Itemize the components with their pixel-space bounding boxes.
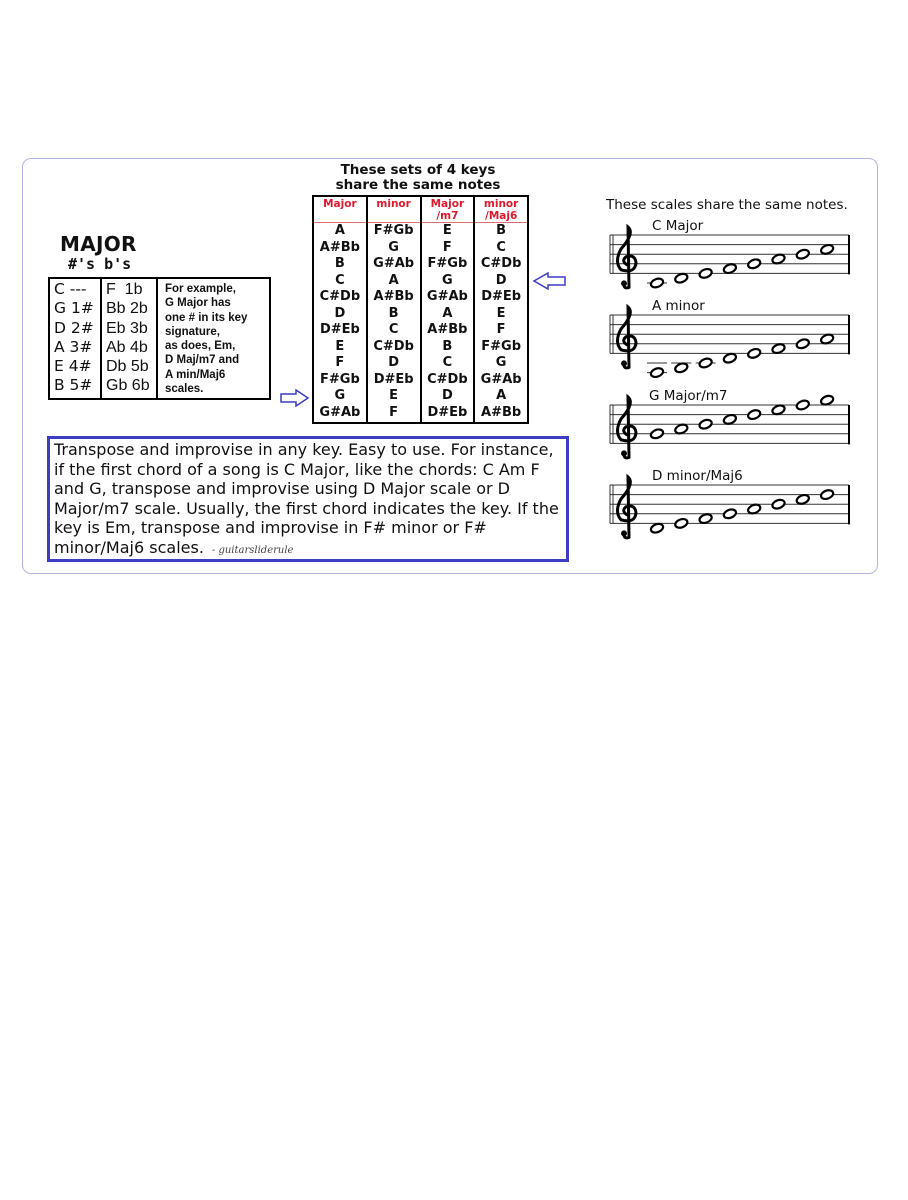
sets-title <box>318 163 518 193</box>
key-signature-table <box>48 277 271 400</box>
note-head <box>747 347 762 359</box>
note-head <box>698 513 713 525</box>
flat-key: F 1b <box>106 281 143 298</box>
flat-key: Ab 4b <box>106 338 148 356</box>
note-head <box>796 399 811 411</box>
note-head <box>796 248 811 260</box>
column-header-line: /Maj6 <box>484 209 518 222</box>
key-cell: A#Bb <box>319 239 360 255</box>
sets-title-line1: These sets of 4 keys <box>340 162 496 178</box>
key-cell: D#Eb <box>481 289 522 304</box>
treble-clef-dot <box>621 280 627 286</box>
column-header <box>422 197 474 223</box>
staff-label: A minor <box>652 298 705 314</box>
note-head <box>698 357 713 369</box>
key-cell: C#Db <box>427 371 468 387</box>
staff-label: C Major <box>652 218 704 234</box>
sharp-key: E 4# <box>54 357 92 376</box>
key-cell: B <box>442 338 453 354</box>
note-head <box>820 243 835 255</box>
key-cell: A <box>388 272 399 288</box>
example-line: scales. <box>165 383 204 396</box>
flat-key: Gb 6b <box>106 377 150 395</box>
credit: - guitarsliderule <box>211 544 294 556</box>
note-head <box>650 522 665 534</box>
key-cell: G <box>442 272 453 288</box>
treble-clef-dot <box>621 360 627 366</box>
treble-clef-icon <box>618 307 637 368</box>
flats-column <box>102 279 158 398</box>
key-cell: A <box>442 305 453 321</box>
column-header-line: /m7 <box>436 209 459 222</box>
arrow-right-icon <box>280 389 310 407</box>
note-head <box>674 423 689 435</box>
instructions-box <box>47 436 569 562</box>
key-cell: G <box>495 355 507 370</box>
staves <box>600 210 860 540</box>
sharp-key: D 2# <box>54 318 94 337</box>
key-cell: C <box>335 272 345 288</box>
column-header-line: minor <box>483 198 519 210</box>
key-cell: G <box>334 388 346 403</box>
key-cell: A <box>334 223 345 238</box>
note-head <box>674 272 689 284</box>
key-cell: D <box>388 355 400 370</box>
key-sets-table <box>312 195 529 424</box>
column-header <box>368 197 420 223</box>
note-head <box>820 333 835 345</box>
key-cell: G#Ab <box>480 371 522 387</box>
key-cell: A#Bb <box>481 404 522 420</box>
note-head <box>698 267 713 279</box>
note-head <box>650 277 665 289</box>
key-cell: F#Gb <box>481 338 521 354</box>
note-head <box>698 418 713 430</box>
key-cell: F <box>389 404 399 420</box>
arrow-left-icon <box>532 272 566 290</box>
column-header-line: minor <box>376 198 411 210</box>
column-header <box>475 197 527 223</box>
key-cell: F#Gb <box>373 223 414 238</box>
column-header <box>314 197 366 223</box>
flat-key: Eb 3b <box>106 319 148 337</box>
staff-label: G Major/m7 <box>649 388 728 404</box>
key-cell: D <box>495 272 507 288</box>
treble-clef-icon <box>618 477 637 538</box>
treble-clef-dot <box>621 450 627 456</box>
key-cell: G#Ab <box>373 256 415 271</box>
note-head <box>820 489 835 501</box>
example-line: G Major has <box>165 297 231 310</box>
note-head <box>723 508 738 520</box>
key-cell: F <box>496 322 506 337</box>
key-cell: C <box>442 355 453 370</box>
example-line: A min/Maj6 <box>165 368 226 381</box>
note-head <box>771 404 786 416</box>
key-cell: E <box>389 388 399 403</box>
sharp-key: A 3# <box>54 337 93 356</box>
instructions-text: Transpose and improvise in any key. Easy to use. For instance, if the first chord of a song is C Major, like the chords: C Am F and G, transpose and improvise using D Major scale or D Major/m7 scale. Usually, the first chord indicates the key. If the key is Em, transpose and improvise in F# minor or F# minor/Maj6 scales. <box>54 440 559 557</box>
example-line: D Maj/m7 and <box>165 354 240 367</box>
key-cell: F <box>442 239 452 255</box>
example-line: as does, Em, <box>165 340 236 353</box>
sharp-key: G 1# <box>54 299 94 318</box>
sharps-flats-heading: #'s b's <box>68 255 132 273</box>
flat-key: Bb 2b <box>106 300 148 318</box>
key-cell: C <box>496 239 506 255</box>
note-head <box>796 493 811 505</box>
key-cell: D#Eb <box>319 322 360 337</box>
treble-clef-icon <box>618 397 637 458</box>
note-head <box>747 503 762 515</box>
note-head <box>796 338 811 350</box>
scales-title: These scales share the same notes. <box>606 197 848 213</box>
key-cell: A#Bb <box>427 322 468 337</box>
key-cell: D#Eb <box>373 371 414 387</box>
key-cell: B <box>496 223 507 238</box>
key-cell: E <box>335 338 345 354</box>
note-head <box>820 394 835 406</box>
treble-clef-icon <box>618 227 637 288</box>
note-head <box>771 343 786 355</box>
key-set-column <box>422 197 476 422</box>
key-cell: C <box>388 322 399 337</box>
column-header-line: Major <box>323 198 357 210</box>
note-head <box>747 409 762 421</box>
key-cell: G#Ab <box>319 404 361 420</box>
key-cell: D#Eb <box>427 404 468 420</box>
key-set-column <box>368 197 422 422</box>
key-cell: C#Db <box>373 338 414 354</box>
sharp-key: B 5# <box>54 376 93 395</box>
note-head <box>723 263 738 275</box>
key-cell: B <box>334 256 345 271</box>
note-head <box>771 498 786 510</box>
note-head <box>674 362 689 374</box>
key-cell: A <box>496 388 507 403</box>
example-note <box>158 279 269 398</box>
treble-clef-dot <box>621 530 627 536</box>
key-cell: C#Db <box>480 256 522 271</box>
key-set-column <box>475 197 527 422</box>
example-line: one # in its key <box>165 311 248 324</box>
column-header-line: Major <box>430 198 465 210</box>
key-cell: A#Bb <box>373 289 414 304</box>
key-cell: D <box>334 305 346 321</box>
note-head <box>650 367 665 379</box>
key-cell: B <box>388 305 399 321</box>
staff-label: D minor/Maj6 <box>652 468 743 484</box>
note-head <box>771 253 786 265</box>
key-set-column <box>314 197 368 422</box>
key-cell: G#Ab <box>426 289 468 304</box>
flat-key: Db 5b <box>106 358 149 376</box>
sets-title-line2: share the same notes <box>335 177 501 193</box>
note-head <box>723 352 738 364</box>
sharp-key: C --- <box>54 280 87 298</box>
note-head <box>747 258 762 270</box>
sharps-column <box>50 279 102 398</box>
note-head <box>650 428 665 440</box>
note-head <box>674 517 689 529</box>
key-cell: C#Db <box>319 289 361 304</box>
key-cell: G <box>388 239 399 255</box>
major-title: MAJOR <box>60 232 137 256</box>
key-cell: E <box>442 223 452 238</box>
example-line: signature, <box>165 325 220 338</box>
example-line: For example, <box>165 283 236 295</box>
key-cell: F <box>335 355 345 370</box>
key-cell: D <box>441 388 453 403</box>
key-cell: F#Gb <box>320 371 360 387</box>
key-cell: E <box>496 305 506 321</box>
key-cell: F#Gb <box>427 256 468 271</box>
note-head <box>723 413 738 425</box>
